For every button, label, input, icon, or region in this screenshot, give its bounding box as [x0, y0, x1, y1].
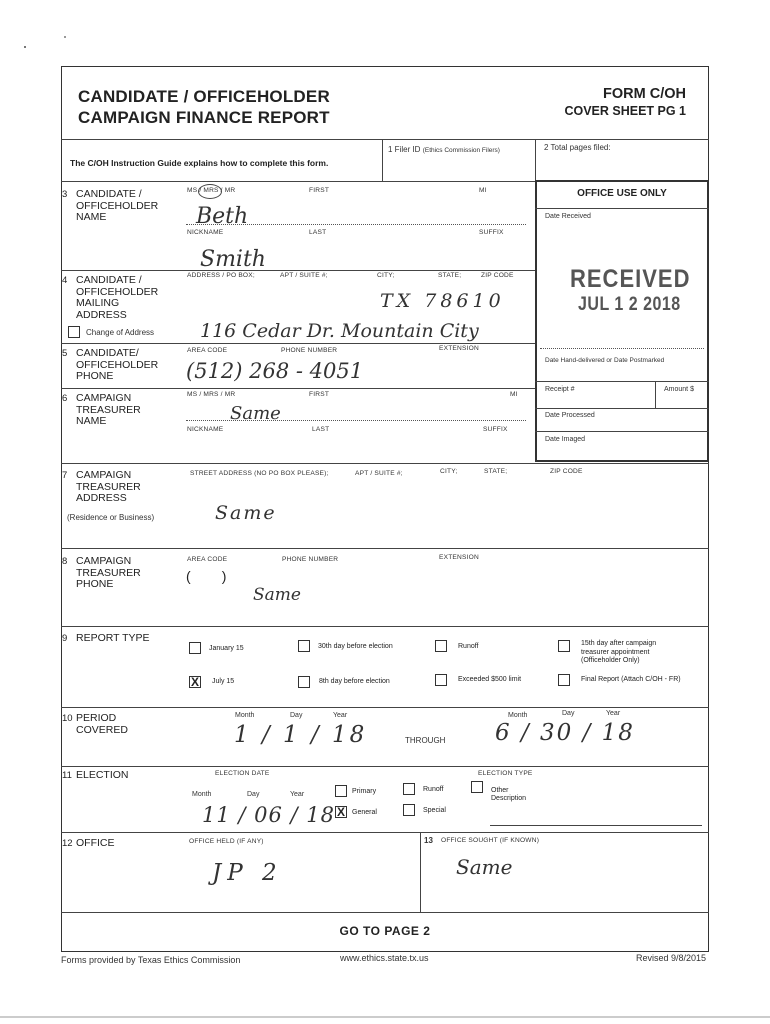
- rule: [61, 270, 535, 271]
- period-from-day-label: Day: [290, 712, 303, 719]
- candidate-first-label: FIRST: [309, 187, 330, 194]
- treasurer-state-label: STATE;: [484, 468, 508, 475]
- section-7-label: 7 CAMPAIGN TREASURER ADDRESS: [62, 469, 141, 504]
- go-to-page-2: GO TO PAGE 2: [339, 924, 431, 938]
- change-of-address-checkbox[interactable]: [68, 326, 80, 338]
- election-date-label: ELECTION DATE: [215, 770, 270, 777]
- period-to-day-label: Day: [562, 710, 575, 717]
- election-day-label: Day: [247, 791, 260, 798]
- election-year-label: Year: [290, 791, 305, 798]
- report-type-jul15-checkbox[interactable]: X: [190, 675, 199, 689]
- provided-by-text: Forms provided by Texas Ethics Commission: [61, 955, 241, 965]
- section-3-label: 3 CANDIDATE / OFFICEHOLDER NAME: [62, 188, 159, 223]
- rule: [61, 343, 535, 344]
- area-code-label: AREA CODE: [187, 347, 228, 354]
- apt-label: APT / SUITE #;: [280, 272, 328, 279]
- report-type-15day-label: 15th day after campaign treasurer appointment (Officeholder Only): [581, 640, 657, 664]
- state-zip-value[interactable]: TX 78610: [380, 290, 505, 312]
- form-id: FORM C/OH: [603, 86, 686, 102]
- period-to-year-label: Year: [606, 710, 621, 717]
- period-from-year-label: Year: [333, 712, 348, 719]
- election-date-value[interactable]: 11 / 06 / 18: [202, 803, 336, 827]
- rule: [61, 912, 709, 913]
- treasurer-last-label: LAST: [312, 426, 330, 433]
- change-of-address-label: Change of Address: [86, 328, 155, 337]
- area-code-parens: ( ): [186, 568, 227, 584]
- election-runoff-checkbox[interactable]: [403, 783, 415, 795]
- treasurer-name-value[interactable]: Same: [230, 403, 281, 424]
- period-to-value[interactable]: 6 / 30 / 18: [495, 720, 635, 746]
- section-8-label: 8 CAMPAIGN TREASURER PHONE: [62, 555, 141, 590]
- section-11-label: 11 ELECTION: [62, 769, 129, 781]
- rule: [61, 139, 709, 140]
- phone-number-label: PHONE NUMBER: [281, 347, 338, 354]
- rule: [61, 388, 535, 389]
- rule: [61, 626, 709, 627]
- page-label: COVER SHEET PG 1: [564, 104, 686, 118]
- received-stamp: RECEIVED: [570, 264, 691, 293]
- period-from-month-label: Month: [235, 712, 255, 719]
- rule: [382, 139, 383, 182]
- revised-text: Revised 9/8/2015: [636, 953, 707, 963]
- period-to-month-label: Month: [508, 712, 528, 719]
- report-type-jul15-label: July 15: [212, 678, 235, 685]
- form-title: CANDIDATE / OFFICEHOLDER CAMPAIGN FINANCE REPORT: [78, 87, 330, 127]
- total-pages-label: 2 Total pages filed:: [544, 143, 611, 152]
- street-address-label: STREET ADDRESS (NO PO BOX PLEASE);: [190, 470, 329, 477]
- election-type-label: ELECTION TYPE: [478, 770, 533, 777]
- rule: [535, 208, 709, 209]
- filer-id-label: 1 Filer ID (Ethics Commission Filers): [388, 145, 500, 154]
- rule: [655, 381, 656, 408]
- report-type-final-label: Final Report (Attach C/OH - FR): [581, 676, 681, 683]
- section-6-label: 6 CAMPAIGN TREASURER NAME: [62, 392, 141, 427]
- rule: [186, 420, 526, 421]
- report-type-30day-label: 30th day before election: [318, 643, 393, 650]
- election-special-checkbox[interactable]: [403, 804, 415, 816]
- mailing-address-value[interactable]: 116 Cedar Dr. Mountain City: [200, 320, 479, 342]
- treasurer-nickname-label: NICKNAME: [187, 426, 224, 433]
- section-9-label: 9 REPORT TYPE: [62, 632, 150, 644]
- report-type-jan15-checkbox[interactable]: [189, 642, 201, 654]
- election-other-label: Other Description: [491, 787, 527, 802]
- section-10-label: 10 PERIOD COVERED: [62, 712, 128, 736]
- report-type-exceeded-label: Exceeded $500 limit: [458, 676, 522, 683]
- election-other-checkbox[interactable]: [471, 781, 483, 793]
- candidate-mi-label: MI: [479, 187, 487, 194]
- rule: [490, 825, 702, 826]
- election-primary-checkbox[interactable]: [335, 785, 347, 797]
- rule: [420, 832, 421, 912]
- treasurer-salutation-label: MS / MRS / MR: [187, 391, 236, 398]
- treasurer-extension-label: EXTENSION: [439, 554, 479, 561]
- rule: [61, 832, 709, 833]
- rule: [535, 381, 709, 382]
- rule: [540, 348, 704, 349]
- website-text: www.ethics.state.tx.us: [340, 953, 429, 963]
- candidate-suffix-label: SUFFIX: [479, 229, 504, 236]
- instruction-text: The C/OH Instruction Guide explains how to complete this form.: [70, 158, 329, 168]
- treasurer-phone-number-label: PHONE NUMBER: [282, 556, 339, 563]
- receipt-label: Receipt #: [545, 386, 575, 393]
- through-label: THROUGH: [405, 736, 446, 745]
- address-label: ADDRESS / PO BOX;: [187, 272, 255, 279]
- date-imaged-label: Date Imaged: [545, 436, 586, 443]
- salutation-circle-mark: [198, 184, 222, 199]
- rule: [61, 766, 709, 767]
- section-13-num: 13: [424, 836, 433, 845]
- candidate-phone-value[interactable]: (512) 268 - 4051: [186, 359, 364, 383]
- report-type-final-checkbox[interactable]: [558, 674, 570, 686]
- rule: [61, 463, 709, 464]
- treasurer-zip-label: ZIP CODE: [550, 468, 583, 475]
- election-special-label: Special: [423, 807, 446, 814]
- section-12-label: 12 OFFICE: [62, 837, 115, 849]
- candidate-last-label: LAST: [309, 229, 327, 236]
- office-sought-label: OFFICE SOUGHT (IF KNOWN): [441, 837, 540, 844]
- rule: [535, 139, 536, 182]
- rule: [61, 548, 709, 549]
- treasurer-city-label: CITY;: [440, 468, 458, 475]
- report-type-runoff-checkbox[interactable]: [435, 640, 447, 652]
- report-type-exceeded-checkbox[interactable]: [435, 674, 447, 686]
- treasurer-address-value[interactable]: Same: [215, 502, 277, 524]
- office-use-title: OFFICE USE ONLY: [577, 188, 667, 199]
- candidate-nickname-label: NICKNAME: [187, 229, 224, 236]
- candidate-first-name-value[interactable]: Beth: [196, 204, 249, 229]
- treasurer-apt-label: APT / SUITE #;: [355, 470, 403, 477]
- election-general-label: General: [352, 809, 377, 816]
- rule: [61, 181, 535, 182]
- office-use-box: [535, 180, 709, 462]
- report-type-15day-checkbox[interactable]: [558, 640, 570, 652]
- candidate-last-name-value[interactable]: Smith: [200, 247, 266, 272]
- treasurer-area-code-label: AREA CODE: [187, 556, 228, 563]
- extension-label: EXTENSION: [439, 345, 479, 352]
- report-type-runoff-label: Runoff: [458, 643, 479, 650]
- election-month-label: Month: [192, 791, 212, 798]
- scan-speck: [64, 36, 66, 38]
- rule: [186, 224, 526, 225]
- rule: [535, 408, 709, 409]
- treasurer-first-label: FIRST: [309, 391, 330, 398]
- city-label: CITY;: [377, 272, 395, 279]
- date-received-label: Date Received: [545, 213, 591, 220]
- scan-speck: [24, 46, 26, 48]
- office-held-label: OFFICE HELD (IF ANY): [189, 838, 264, 845]
- residence-or-business-label: (Residence or Business): [67, 513, 155, 522]
- election-primary-label: Primary: [352, 788, 377, 795]
- section-4-label: 4 CANDIDATE / OFFICEHOLDER MAILING ADDRESS: [62, 274, 159, 321]
- date-hand-delivered-label: Date Hand-delivered or Date Postmarked: [545, 357, 665, 364]
- report-type-8day-label: 8th day before election: [319, 678, 390, 685]
- treasurer-mi-label: MI: [510, 391, 518, 398]
- rule: [535, 431, 709, 432]
- zip-label: ZIP CODE: [481, 272, 514, 279]
- report-type-30day-checkbox[interactable]: [298, 640, 310, 652]
- election-runoff-label: Runoff: [423, 786, 444, 793]
- scan-edge: [0, 1016, 770, 1018]
- treasurer-phone-value[interactable]: Same: [253, 585, 301, 605]
- treasurer-suffix-label: SUFFIX: [483, 426, 508, 433]
- amount-label: Amount $: [664, 386, 694, 393]
- office-sought-value[interactable]: Same: [456, 855, 513, 879]
- period-from-value[interactable]: 1 / 1 / 18: [234, 722, 368, 748]
- report-type-jan15-label: January 15: [209, 645, 244, 652]
- section-5-label: 5 CANDIDATE/ OFFICEHOLDER PHONE: [62, 347, 159, 382]
- candidate-salutation-label: MS / MRS / MR: [187, 187, 236, 194]
- office-held-value[interactable]: JP 2: [212, 860, 283, 886]
- report-type-8day-checkbox[interactable]: [298, 676, 310, 688]
- date-processed-label: Date Processed: [545, 412, 595, 419]
- election-general-checkbox[interactable]: X: [336, 805, 345, 819]
- rule: [61, 707, 709, 708]
- state-label: STATE;: [438, 272, 462, 279]
- received-stamp-date: JUL 1 2 2018: [578, 294, 681, 315]
